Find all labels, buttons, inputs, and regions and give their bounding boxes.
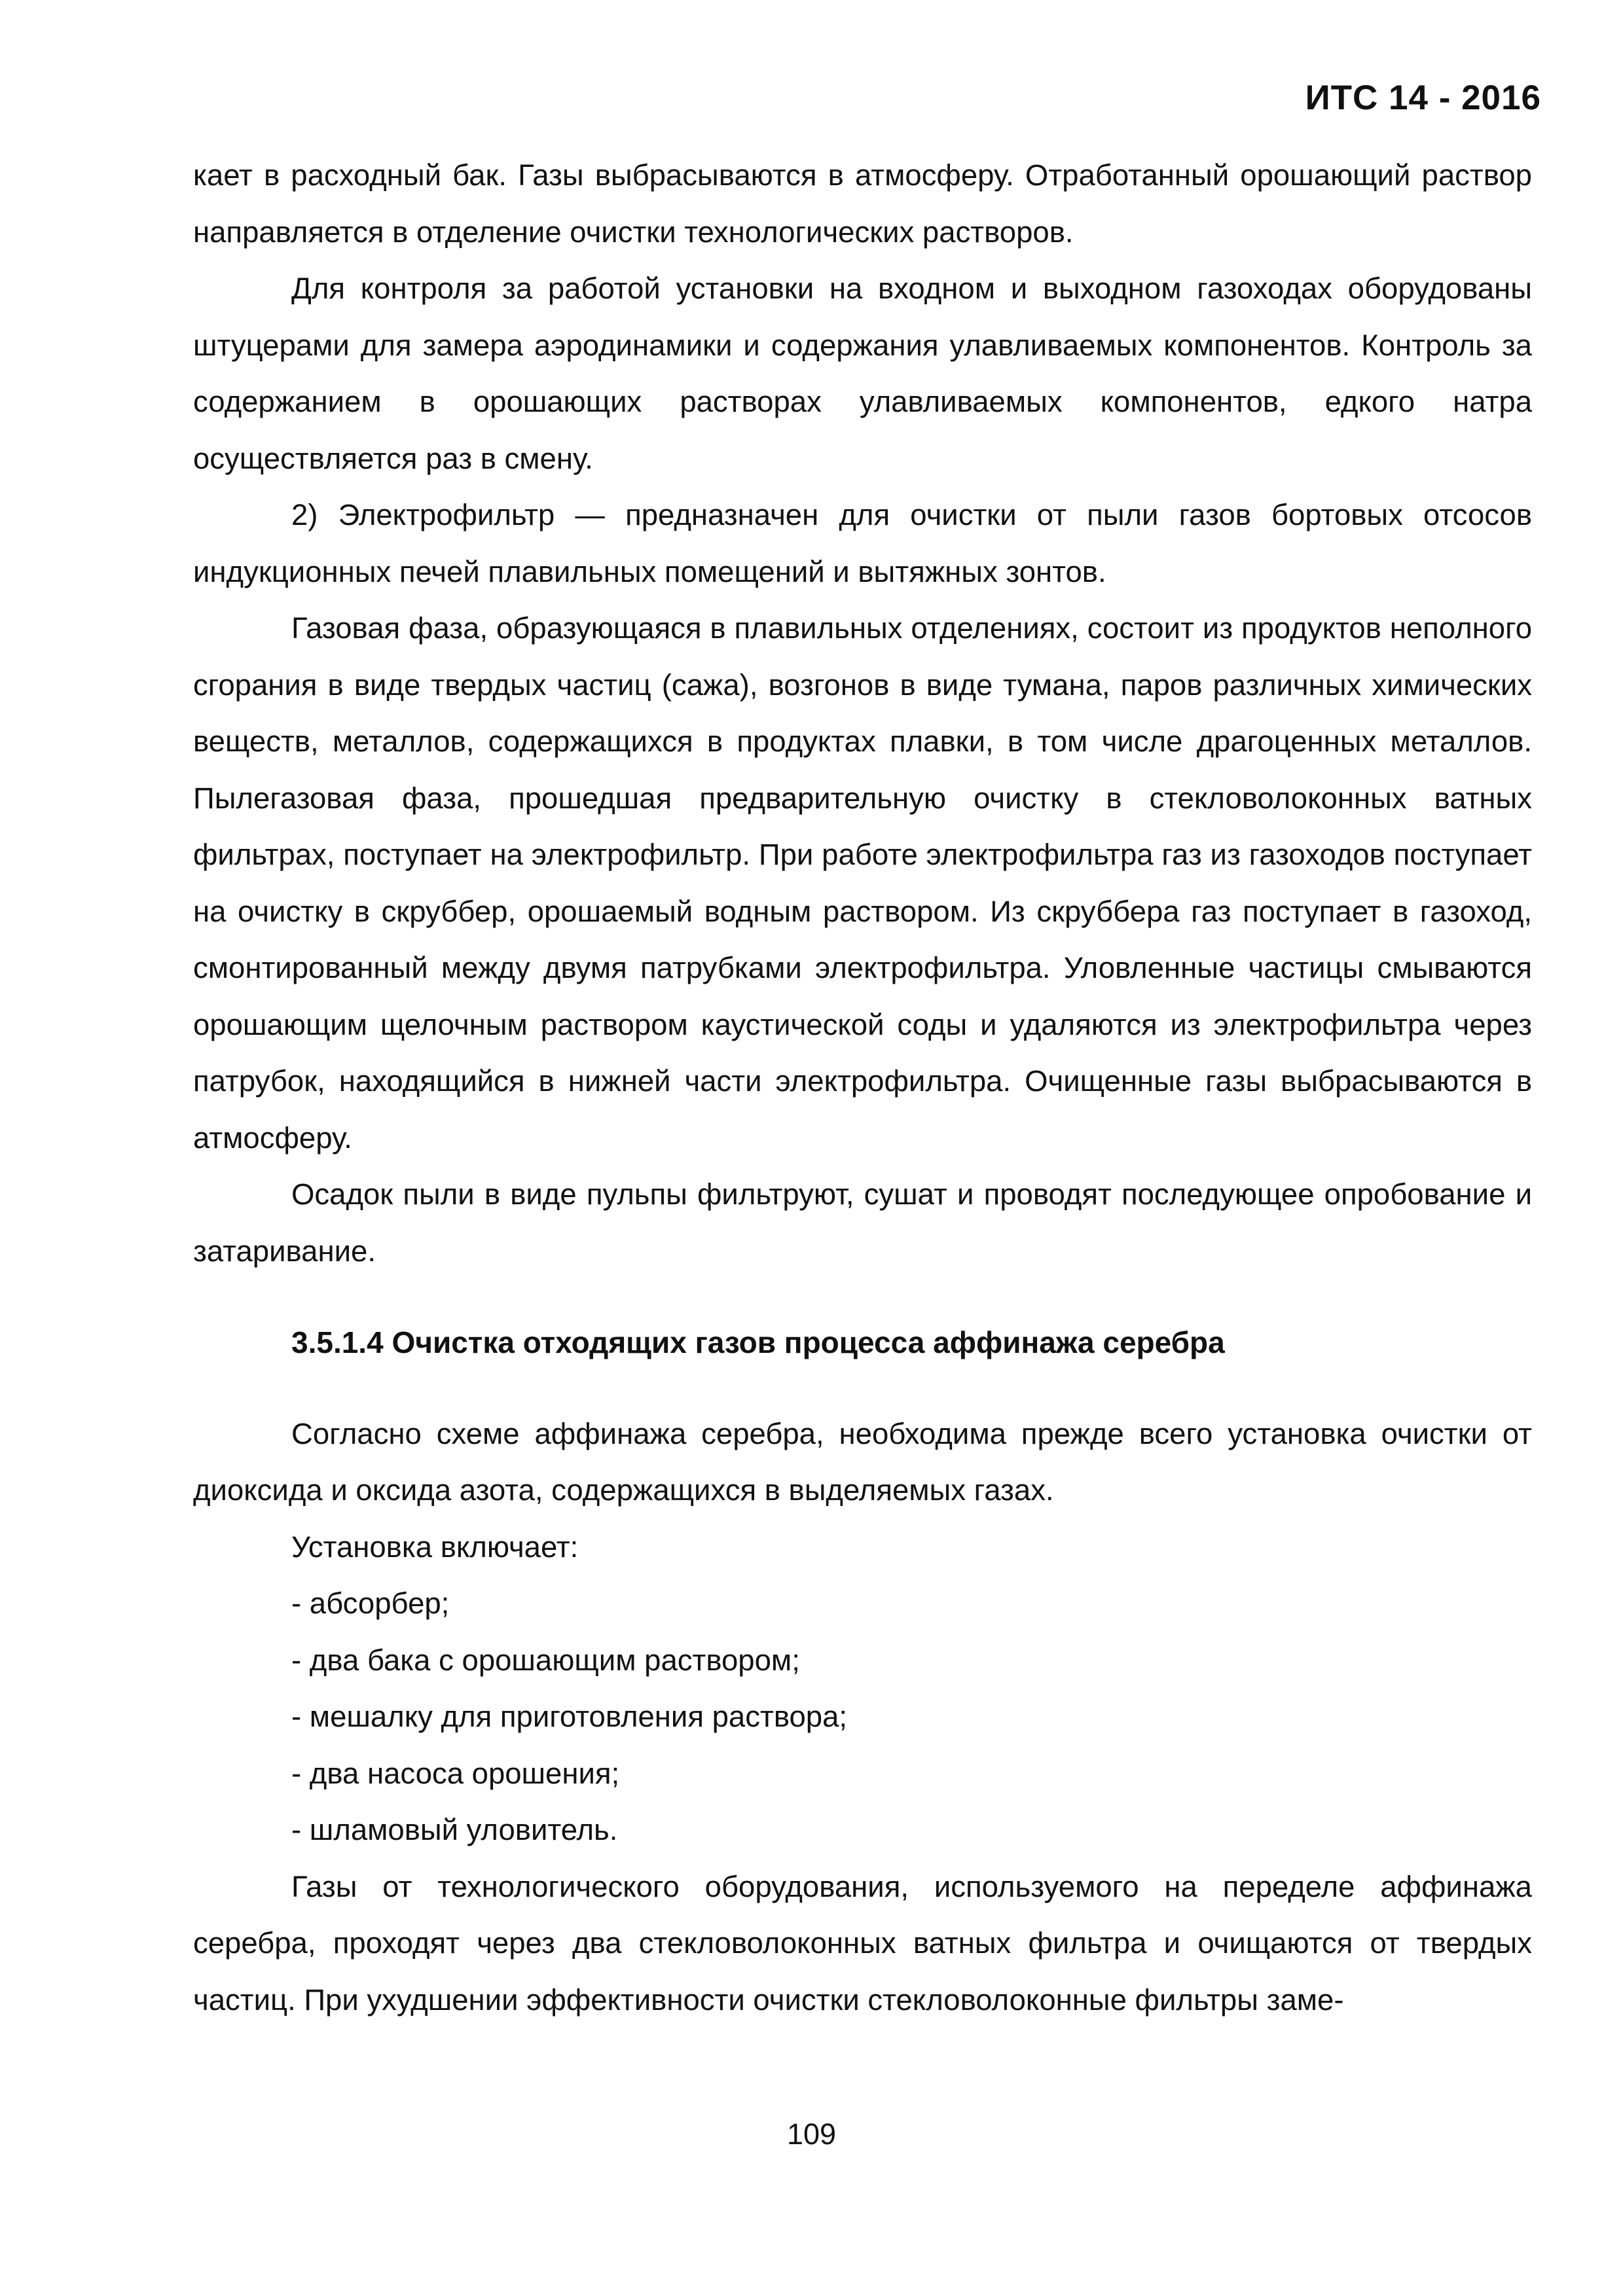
section-heading: 3.5.1.4 Очистка отходящих газов процесса аффинажа серебра [291,1325,1225,1359]
paragraph-electrofilter: 2) Электрофильтр — предназначен для очистки от пыли газов бортовых отсосов индукционных печей плавильных помещений и вытяжных зонтов. [193,498,1532,588]
paragraph-gas-filtration: Газы от технологического оборудования, используемого на переделе аффинажа серебра, проходят через два стекловолоконных ватных фильтра и очищаются от твердых частиц. При ухудшении эффективности очистки стекловолоконные фильтры заме- [193,1869,1532,2017]
list-item: - абсорбер; [291,1587,450,1620]
list-item: - два насоса орошения; [291,1756,620,1790]
page-content [193,147,1532,2028]
list-item: - мешалку для приготовления раствора; [291,1700,848,1733]
paragraph-control: Для контроля за работой установки на входном и выходном газоходах оборудованы штуцерами для замера аэродинамики и содержания улавливаемых компонентов. Контроль за содержанием в орошающих растворах улавливаемых компонентов, едкого натра осуществляется раз в смену. [193,272,1532,475]
paragraph-installation-includes: Установка включает: [291,1530,579,1564]
document-code-header: ИТС 14 - 2016 [1305,79,1541,117]
equipment-list [193,1575,1532,1859]
paragraph-silver-refining: Согласно схеме аффинажа серебра, необходима прежде всего установка очистки от диоксида и оксида азота, содержащихся в выделяемых газах. [193,1416,1532,1507]
paragraph-gas-phase: Газовая фаза, образующаяся в плавильных отделениях, состоит из продуктов неполного сгорания в виде твердых частиц (сажа), возгонов в виде тумана, паров различных химических веществ, металлов, содержащихся в продуктах плавки, в том числе драгоценных металлов. Пылегазовая фаза, прошедшая предварительную очистку в стекловолоконных ватных фильтрах, поступает на электрофильтр. При работе электрофильтра газ из газоходов поступает на очистку в скруббер, орошаемый водным раствором. Из скруббера газ поступает в газоход, смонтированный между двумя патрубками электрофильтра. Уловленные частицы смываются орошающим щелочным раствором каустической соды и удаляются из электрофильтра через патрубок, находящийся в нижней части электрофильтра. Очищенные газы выбрасываются в атмосферу. [193,611,1532,1155]
list-item: - два бака с орошающим раствором; [291,1643,800,1677]
list-item: - шламовый уловитель. [291,1813,618,1846]
page-number: 109 [786,2117,837,2151]
paragraph-dust-sediment: Осадок пыли в виде пульпы фильтруют, сушат и проводят последующее опробование и затаривание. [193,1177,1532,1268]
paragraph-continuation: кает в расходный бак. Газы выбрасываются в атмосферу. Отработанный орошающий раствор направляется в отделение очистки технологических растворов. [193,158,1532,249]
